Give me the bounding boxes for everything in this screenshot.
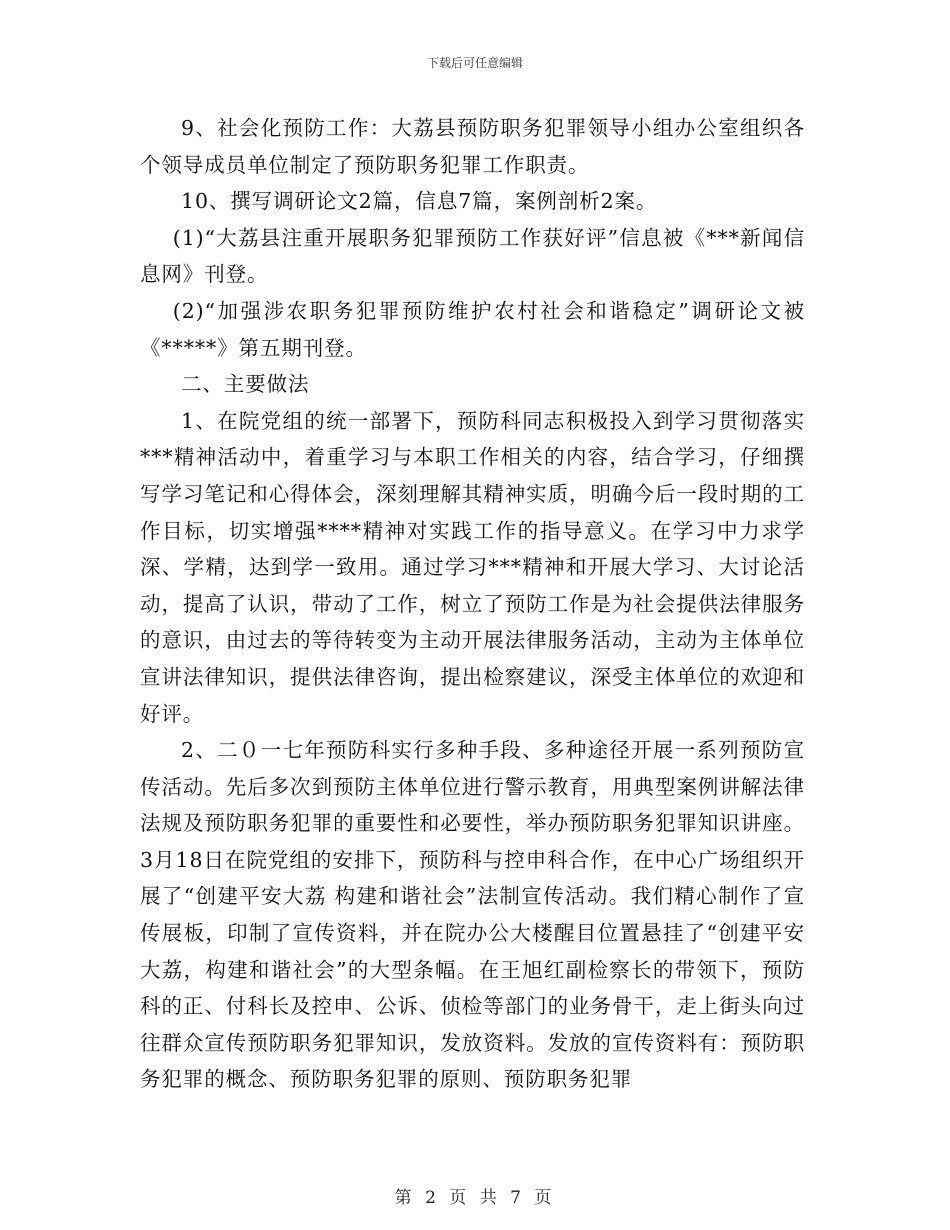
paragraph-subitem-1: (1)“大荔县注重开展职务犯罪预防工作获好评”信息被《***新闻信息网》刊登。 (140, 225, 805, 287)
paragraph-practice-1: 1、在院党组的统一部署下，预防科同志积极投入到学习贯彻落实***精神活动中，着重学习与本职工作相关的内容，结合学习，仔细撰写学习笔记和心得体会，深刻理解其精神实质，明确今后一段时期的工作目标，切实增强****精神对实践工作的指导意义。在学习中力求学深、学精，达到学一致用。通过学习***精神和开展大学习、大讨论活动，提高了认识，带动了工作，树立了预防工作是为社会提供法律服务的意识，由过去的等待转变为主动开展法律服务活动，主动为主体单位宣讲法律知识，提供法律咨询，提出检察建议，深受主体单位的欢迎和好评。 (140, 408, 805, 726)
paragraph-subitem-2: (2)“加强涉农职务犯罪预防维护农村社会和谐稳定”调研论文被《*****》第五期刊登。 (140, 298, 805, 360)
document-body (140, 110, 805, 1098)
paragraph-practice-2: 2、二０一七年预防科实行多种手段、多种途径开展一系列预防宣传活动。先后多次到预防主体单位进行警示教育，用典型案例讲解法律法规及预防职务犯罪的重要性和必要性，举办预防职务犯罪知识讲座。3月18日在院党组的安排下，预防科与控申科合作，在中心广场组织开展了“创建平安大荔 构建和谐社会”法制宣传活动。我们精心制作了宣传展板，印制了宣传资料，并在院办公大楼醒目位置悬挂了“创建平安大荔，构建和谐社会”的大型条幅。在王旭红副检察长的带领下，预防科的正、付科长及控申、公诉、侦检等部门的业务骨干，走上街头向过往群众宣传预防职务犯罪知识，发放资料。发放的宣传资料有：预防职务犯罪的概念、预防职务犯罪的原则、预防职务犯罪 (140, 738, 805, 1092)
page-header-note: 下载后可任意编辑 (426, 56, 523, 70)
page-number-footer: 第 2 页 共 7 页 (394, 1188, 556, 1208)
paragraph-item-9: 9、社会化预防工作：大荔县预防职务犯罪领导小组办公室组织各个领导成员单位制定了预防职务犯罪工作职责。 (140, 116, 805, 177)
section-heading: 二、主要做法 (181, 372, 310, 397)
paragraph-item-10: 10、撰写调研论文2篇，信息7篇，案例剖析2案。 (181, 189, 658, 214)
